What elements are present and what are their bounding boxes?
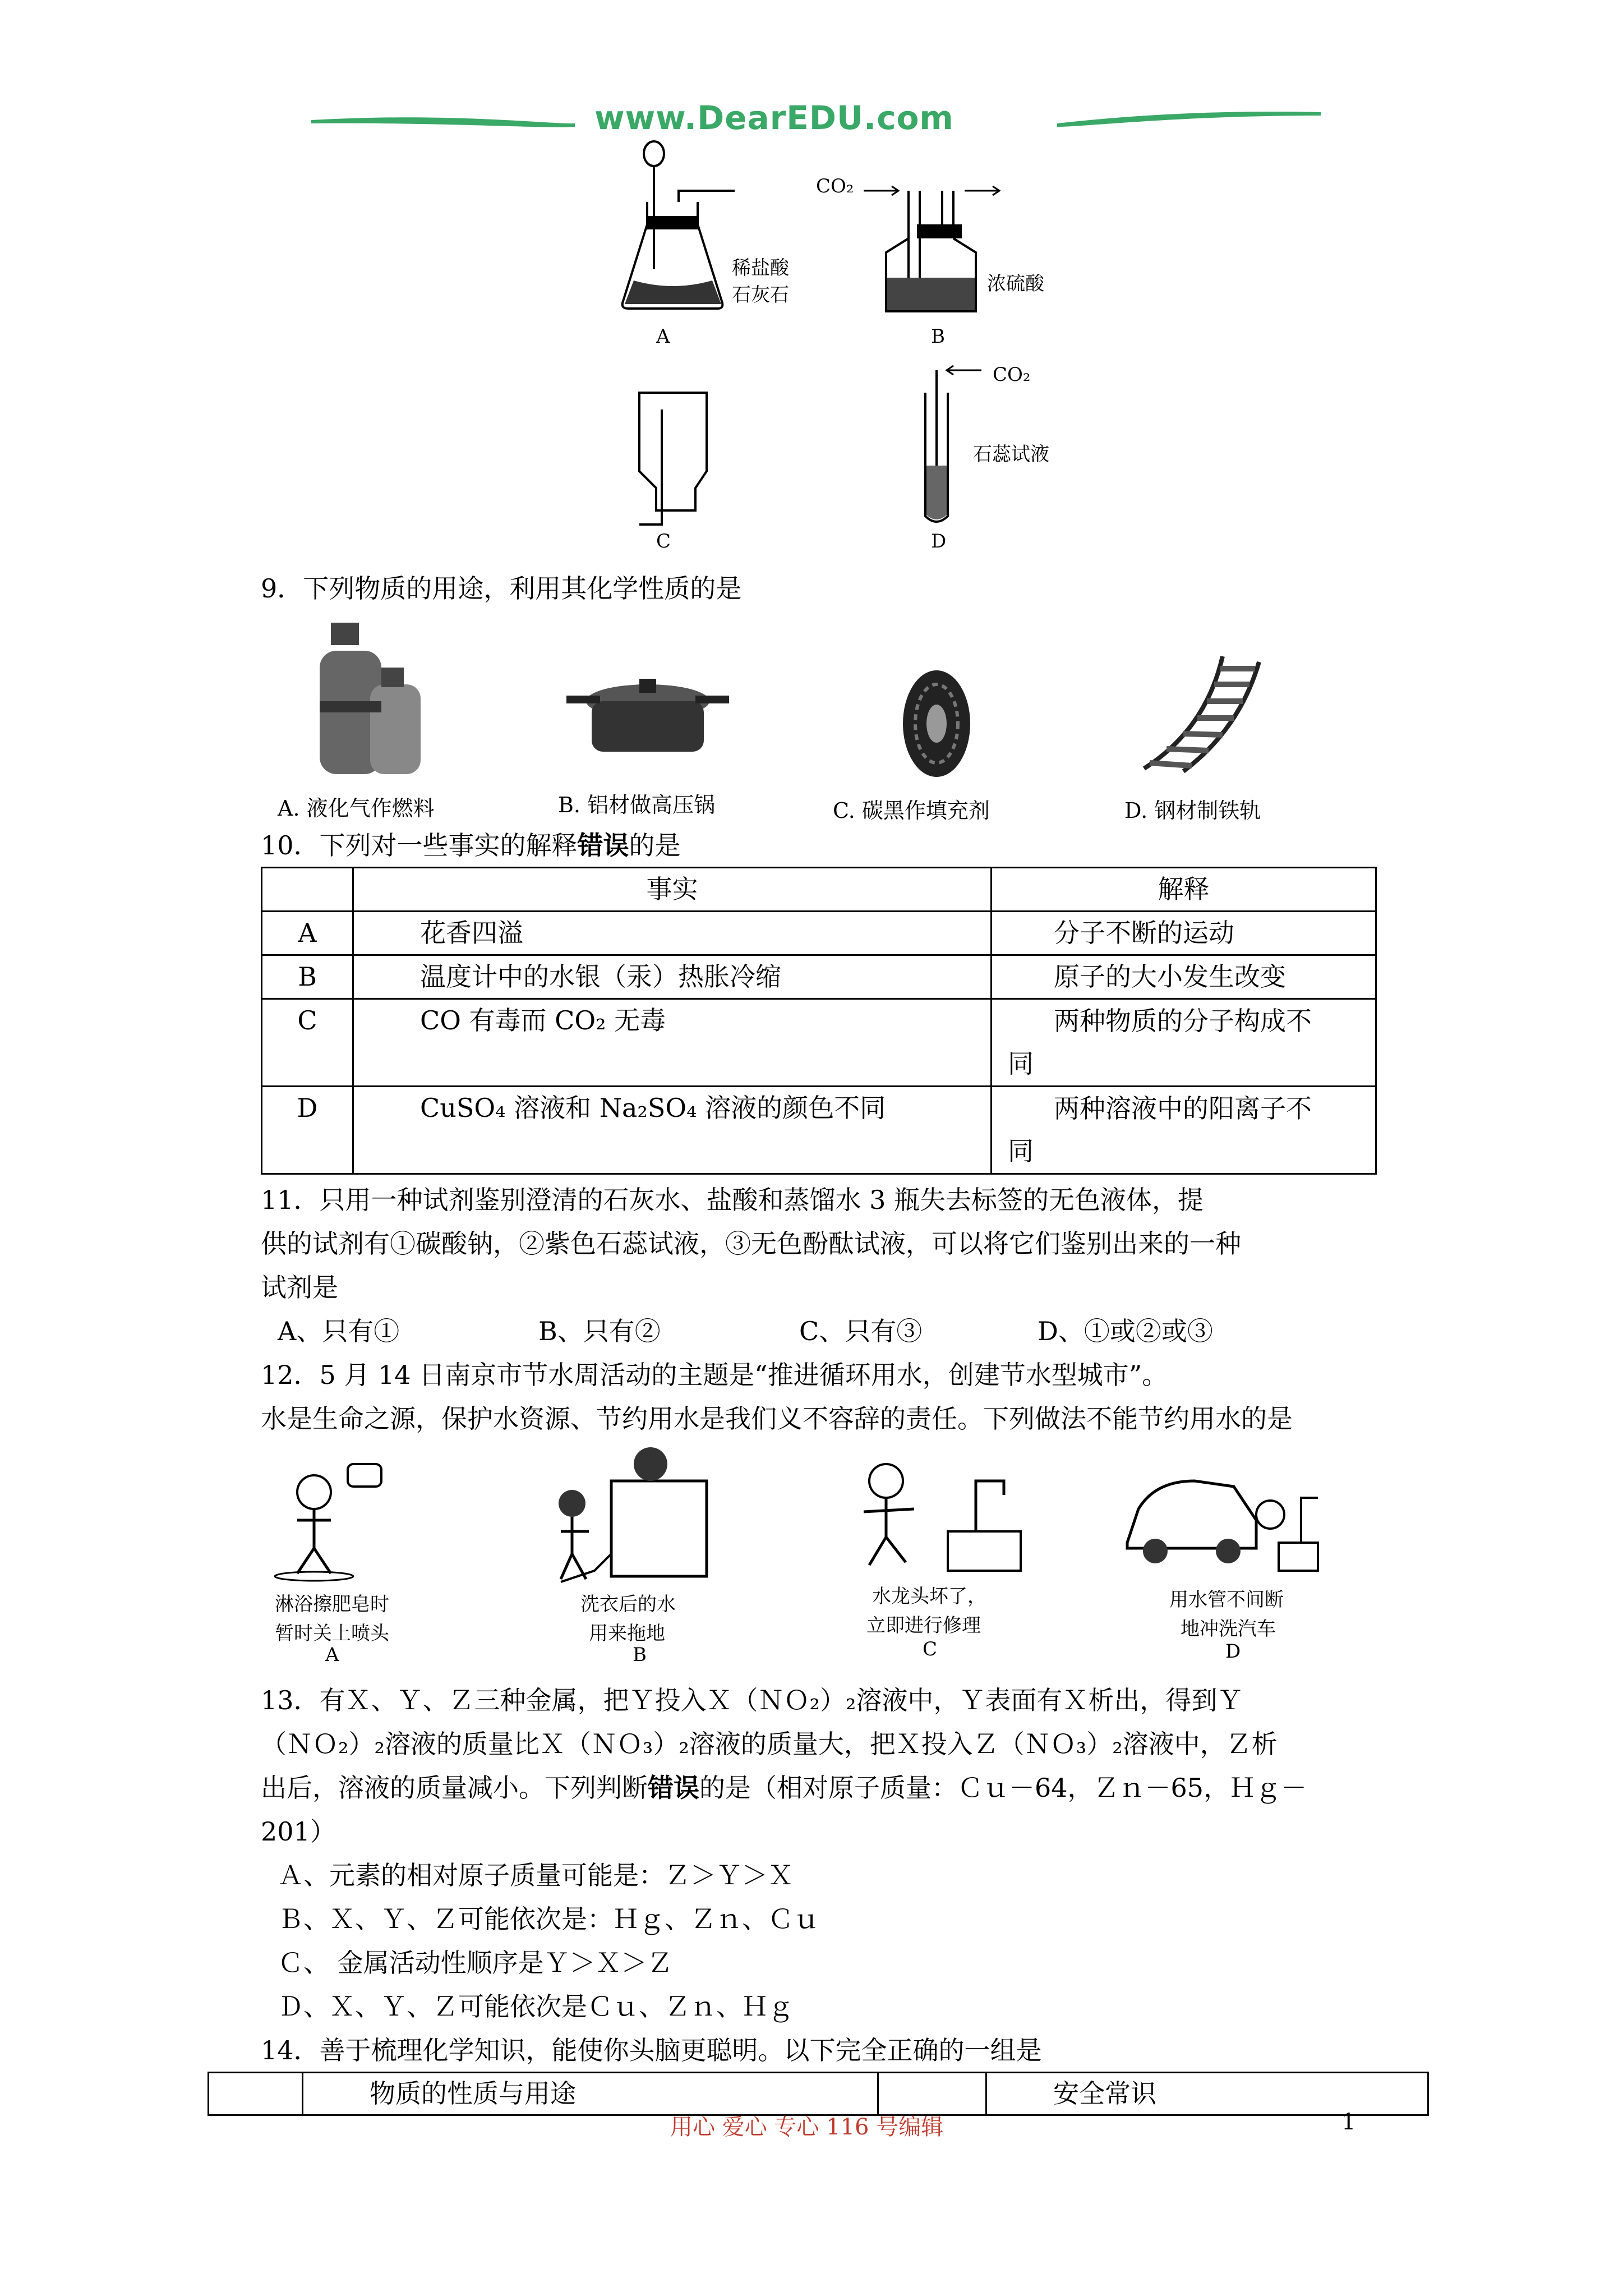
- q14-header-properties: 物质的性质与用途: [303, 2073, 878, 2115]
- q10-row-b-expl: 原子的大小发生改变: [992, 955, 1376, 999]
- q13-line4: 201）: [261, 1816, 336, 1847]
- q11-option-a: A、只有①: [278, 1316, 400, 1346]
- q12-line1: 12．5 月 14 日南京市节水周活动的主题是“推进循环用水，创建节水型城市”。: [261, 1360, 1168, 1390]
- watermark-text: www.DearEDU.com: [594, 99, 954, 137]
- railway-track-icon: [1138, 651, 1267, 774]
- q13-line3-before: 出后，溶液的质量减小。下列判断: [261, 1773, 648, 1803]
- q12-caption-a-1: 淋浴擦肥皂时: [275, 1593, 389, 1616]
- q10-row-a-expl: 分子不断的运动: [992, 912, 1376, 955]
- apparatus-d-letter: D: [931, 530, 947, 553]
- q12-caption-d-1: 用水管不间断: [1169, 1589, 1284, 1611]
- footer-text: 用心 爱心 专心 116 号编辑: [670, 2114, 944, 2140]
- q13-line3-bold: 错误: [648, 1773, 699, 1803]
- page-number: 1: [1341, 2109, 1356, 2135]
- q10-row-b-fact: 温度计中的水银（汞）热胀冷缩: [353, 955, 992, 999]
- table-row: [262, 955, 1376, 999]
- q12-line2: 水是生命之源，保护水资源、节约用水是我们义不容辞的责任。下列做法不能节约用水的是: [261, 1404, 1293, 1434]
- apparatus-b-label: 浓硫酸: [987, 273, 1044, 295]
- q11-line3: 试剂是: [261, 1272, 338, 1303]
- q10-row-c-expl-line1: 两种物质的分子构成不: [1054, 1006, 1312, 1036]
- q12-caption-b-letter: B: [633, 1644, 647, 1666]
- q9-option-a: A. 液化气作燃料: [278, 796, 435, 821]
- q12-caption-b-2: 用来拖地: [589, 1622, 665, 1645]
- gas-cylinders-icon: [308, 617, 432, 785]
- apparatus-c-letter: C: [656, 530, 671, 553]
- apparatus-a-letter: A: [656, 325, 670, 348]
- q9-stem: 9．下列物质的用途，利用其化学性质的是: [261, 573, 742, 604]
- q10-stem-before: 10．下列对一些事实的解释: [261, 830, 578, 861]
- tire-icon: [897, 668, 976, 780]
- car-wash-cartoon-image: [1122, 1447, 1324, 1582]
- q10-stem: [261, 823, 681, 867]
- pressure-cooker-icon: [566, 673, 729, 763]
- railway-track-image: [1138, 651, 1267, 774]
- q9-option-b: B. 铝材做高压锅: [558, 793, 716, 817]
- q10-table: [261, 867, 1377, 1175]
- apparatus-c: [628, 387, 718, 533]
- q13-option-d: Ｄ、Ｘ、Ｙ、Ｚ可能依次是Ｃｕ、Ｚｎ、Ｈｇ: [278, 1991, 794, 2022]
- apparatus-b-letter: B: [931, 325, 945, 348]
- q10-header-explanation: 解释: [992, 868, 1376, 912]
- pressure-cooker-image: [566, 673, 729, 763]
- q9-option-d: D. 钢材制铁轨: [1124, 798, 1261, 823]
- apparatus-a-label2: 石灰石: [732, 284, 789, 306]
- q13-line3-after: 的是（相对原子质量：Ｃｕ－64，Ｚｎ－65，Ｈｇ－: [699, 1773, 1307, 1803]
- q10-row-d-expl-line1: 两种溶液中的阳离子不: [1054, 1093, 1312, 1124]
- q10-stem-bold: 错误: [577, 830, 629, 861]
- tire-image: [897, 668, 976, 780]
- q12-caption-a-2: 暂时关上喷头: [275, 1622, 389, 1645]
- q13-line1: 13．有Ｘ、Ｙ、Ｚ三种金属，把Ｙ投入Ｘ（ＮＯ₂）₂溶液中，Ｙ表面有Ｘ析出，得到Ｙ: [261, 1685, 1243, 1715]
- flask-with-funnel-icon: [617, 140, 841, 348]
- apparatus-d-gas: CO₂: [993, 364, 1031, 386]
- q11-option-c: C、只有③: [799, 1316, 923, 1346]
- q13-line2: （ＮＯ₂）₂溶液的质量比Ｘ（ＮＯ₃）₂溶液的质量大，把Ｘ投入Ｚ（ＮＯ₃）₂溶液中，Ｚ析: [261, 1729, 1278, 1759]
- apparatus-a-label1: 稀盐酸: [732, 257, 789, 279]
- q12-caption-d-letter: D: [1225, 1640, 1241, 1663]
- q10-row-c-key: C: [262, 999, 353, 1087]
- q12-caption-a-letter: A: [325, 1644, 339, 1666]
- q10-row-a-fact: 花香四溢: [353, 912, 992, 955]
- q10-header-blank: [262, 868, 353, 912]
- q12-caption-d-2: 地冲洗汽车: [1181, 1618, 1276, 1640]
- shower-cartoon-icon: [264, 1453, 404, 1582]
- q14-stem: 14．善于梳理化学知识，能使你头脑更聪明。以下完全正确的一组是: [261, 2035, 1042, 2065]
- q10-row-d-expl-line2: 同: [1008, 1136, 1034, 1166]
- q13-option-c: Ｃ、 金属活动性顺序是Ｙ＞Ｘ＞Ｚ: [278, 1948, 673, 1978]
- q12-caption-c-1: 水龙头坏了，: [872, 1585, 986, 1608]
- q10-header-fact: 事实: [353, 868, 992, 912]
- apparatus-b: [864, 174, 1021, 320]
- faucet-repair-cartoon-icon: [841, 1447, 1032, 1582]
- laundry-cartoon-icon: [538, 1442, 718, 1588]
- q13-option-a: Ａ、元素的相对原子质量可能是：Ｚ＞Ｙ＞Ｘ: [278, 1860, 794, 1890]
- gas-collection-bottle-icon: [628, 387, 718, 533]
- q10-row-c-expl: [992, 999, 1376, 1087]
- gas-washing-bottle-icon: [864, 174, 1021, 320]
- q9-option-c: C. 碳黑作填充剂: [833, 798, 990, 823]
- laundry-cartoon-image: [538, 1442, 718, 1588]
- q11-line1: 11．只用一种试剂鉴别澄清的石灰水、盐酸和蒸馏水 3 瓶失去标签的无色液体，提: [261, 1185, 1204, 1215]
- car-wash-cartoon-icon: [1122, 1447, 1324, 1582]
- q12-caption-c-letter: C: [923, 1638, 938, 1660]
- repair-faucet-cartoon-image: [841, 1447, 1032, 1582]
- q14-header-blank-1: [209, 2073, 303, 2115]
- q13-option-b: Ｂ、Ｘ、Ｙ、Ｚ可能依次是：Ｈｇ、Ｚｎ、Ｃｕ: [278, 1904, 819, 1934]
- apparatus-d-label: 石蕊试液: [973, 443, 1049, 466]
- q10-row-d-key: D: [262, 1087, 353, 1174]
- q14-header-safety: 安全常识: [986, 2073, 1428, 2115]
- table-row: [262, 912, 1376, 955]
- q11-line2: 供的试剂有①碳酸钠，②紫色石蕊试液，③无色酚酞试液，可以将它们鉴别出来的一种: [261, 1228, 1241, 1259]
- q10-row-c-fact: CO 有毒而 CO₂ 无毒: [353, 999, 992, 1087]
- q12-caption-b-1: 洗衣后的水: [580, 1593, 676, 1616]
- table-row: [262, 999, 1376, 1087]
- q11-option-d: D、①或②或③: [1038, 1316, 1213, 1346]
- q10-stem-after: 的是: [629, 830, 681, 861]
- apparatus-a: [617, 140, 841, 348]
- q10-row-c-expl-line2: 同: [1008, 1048, 1034, 1079]
- apparatus-b-gas: CO₂: [816, 175, 854, 197]
- q12-caption-c-2: 立即进行修理: [866, 1614, 981, 1637]
- q10-row-a-key: A: [262, 912, 353, 955]
- q10-row-b-key: B: [262, 955, 353, 999]
- q11-option-b: B、只有②: [538, 1316, 661, 1346]
- q10-row-d-expl: [992, 1087, 1376, 1174]
- shower-cartoon-image: [264, 1453, 404, 1582]
- q13-line3: [261, 1766, 1307, 1810]
- table-row: [262, 1087, 1376, 1174]
- gas-cylinders-image: [308, 617, 432, 785]
- q10-row-d-fact: CuSO₄ 溶液和 Na₂SO₄ 溶液的颜色不同: [353, 1087, 992, 1174]
